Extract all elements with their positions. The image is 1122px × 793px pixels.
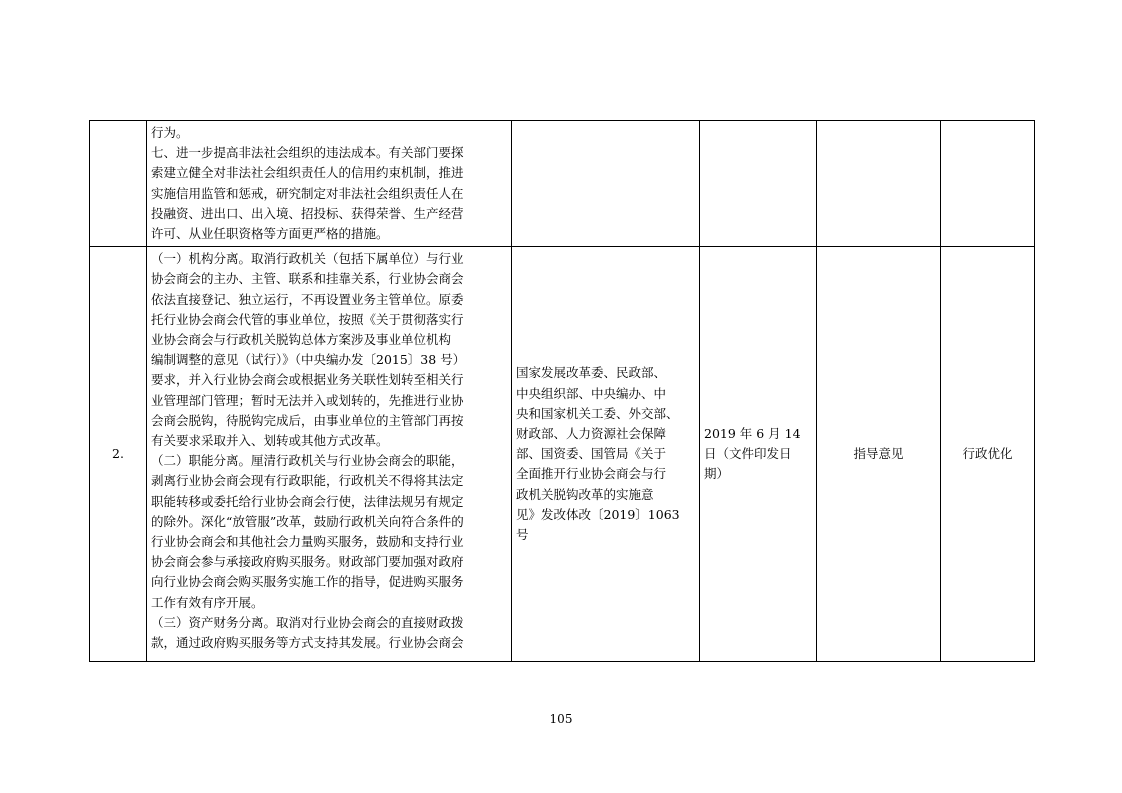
content-line: 向行业协会商会购买服务实施工作的指导，促进购买服务 bbox=[151, 574, 464, 590]
issuer-cell bbox=[512, 247, 700, 662]
content-line: 索建立健全对非法社会组织责任人的信用约束机制，推进 bbox=[151, 165, 464, 181]
content-line: 七、进一步提高非法社会组织的违法成本。有关部门要探 bbox=[151, 145, 464, 161]
table-row bbox=[90, 247, 1035, 662]
content-line: 工作有效有序开展。 bbox=[151, 594, 264, 610]
content-line: 编制调整的意见（试行）》（中央编办发〔2015〕38 号） bbox=[151, 352, 466, 368]
date-cell bbox=[700, 247, 817, 662]
date-line: 2019 年 6 月 14 bbox=[704, 425, 801, 441]
issuer-line: 见》发改体改〔2019〕1063 bbox=[516, 506, 680, 522]
table-row bbox=[90, 121, 1035, 247]
issuer-line: 国家发展改革委、民政部、 bbox=[516, 365, 667, 381]
content-line: 行为。 bbox=[151, 125, 189, 140]
content-line: 款，通过政府购买服务等方式支持其发展。行业协会商会 bbox=[151, 635, 464, 651]
content-line: （二）职能分离。厘清行政机关与行业协会商会的职能， bbox=[151, 453, 464, 469]
regulation-table bbox=[89, 120, 1035, 662]
date-line: 日（文件印发日 bbox=[704, 446, 792, 462]
doc-type-cell: 指导意见 bbox=[817, 247, 941, 662]
content-line: 投融资、进出口、出入境、招投标、获得荣誉、生产经营 bbox=[151, 205, 464, 221]
content-line: 职能转移或委托给行业协会商会行使，法律法规另有规定 bbox=[151, 493, 464, 509]
content-line: 协会商会参与承接政府购买服务。财政部门要加强对政府 bbox=[151, 554, 464, 570]
date-line: 期） bbox=[704, 466, 730, 482]
content-line: 要求，并入行业协会商会或根据业务关联性划转至相关行 bbox=[151, 372, 464, 388]
category-cell bbox=[941, 121, 1035, 247]
content-line: 业管理部门管理；暂时无法并入或划转的，先推进行业协 bbox=[151, 392, 464, 408]
issuer-line: 政机关脱钩改革的实施意 bbox=[516, 486, 654, 502]
row-number-cell: 2. bbox=[90, 247, 147, 662]
issuer-line: 央和国家机关工委、外交部、 bbox=[516, 405, 679, 421]
content-line: 业协会商会与行政机关脱钩总体方案涉及事业单位机构 bbox=[151, 332, 452, 348]
content-line: 的除外。深化“放管服”改革，鼓励行政机关向符合条件的 bbox=[151, 513, 464, 529]
content-cell bbox=[147, 247, 512, 662]
issuer-line: 部、国资委、国管局《关于 bbox=[516, 446, 667, 462]
content-line: 实施信用监管和惩戒，研究制定对非法社会组织责任人在 bbox=[151, 185, 464, 201]
content-cell bbox=[147, 121, 512, 247]
content-line: 依法直接登记、独立运行，不再设置业务主管单位。原委 bbox=[151, 291, 464, 307]
date-cell bbox=[700, 121, 817, 247]
content-line: 行业协会商会和其他社会力量购买服务，鼓励和支持行业 bbox=[151, 534, 464, 550]
issuer-line: 全面推开行业协会商会与行 bbox=[516, 466, 667, 482]
page-number: 105 bbox=[549, 712, 573, 726]
content-line: 会商会脱钩，待脱钩完成后，由事业单位的主管部门再按 bbox=[151, 412, 464, 428]
doc-type-cell bbox=[817, 121, 941, 247]
content-line: 协会商会的主办、主管、联系和挂靠关系，行业协会商会 bbox=[151, 271, 464, 287]
content-line: 许可、从业任职资格等方面更严格的措施。 bbox=[151, 226, 389, 242]
content-line: 有关要求采取并入、划转或其他方式改革。 bbox=[151, 433, 389, 449]
issuer-line: 财政部、人力资源社会保障 bbox=[516, 425, 667, 441]
content-line: （一）机构分离。取消行政机关（包括下属单位）与行业 bbox=[151, 251, 464, 267]
content-line: （三）资产财务分离。取消对行业协会商会的直接财政拨 bbox=[151, 614, 464, 630]
content-line: 托行业协会商会代管的事业单位，按照《关于贯彻落实行 bbox=[151, 311, 464, 327]
issuer-cell bbox=[512, 121, 700, 247]
issuer-line: 号 bbox=[516, 526, 529, 542]
row-number-cell bbox=[90, 121, 147, 247]
content-line: 剥离行业协会商会现有行政职能，行政机关不得将其法定 bbox=[151, 473, 464, 489]
issuer-line: 中央组织部、中央编办、中 bbox=[516, 385, 667, 401]
category-cell: 行政优化 bbox=[941, 247, 1035, 662]
